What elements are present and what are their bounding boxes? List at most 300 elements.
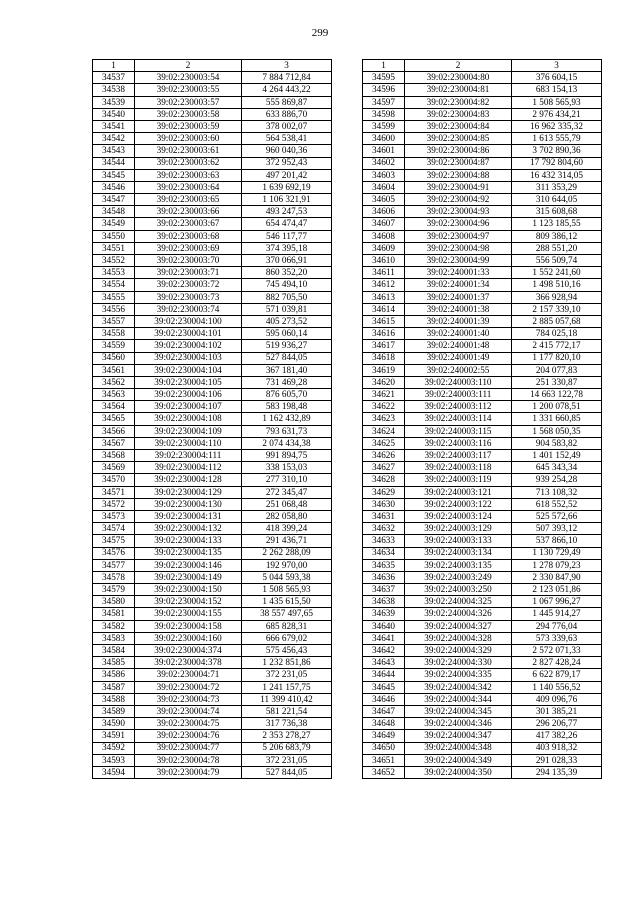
table-row	[363, 279, 602, 291]
row-number-cell: 34630	[363, 498, 405, 510]
row-number-cell: 34642	[363, 645, 405, 657]
value-cell: 2 415 772,17	[512, 340, 602, 352]
row-number-cell: 34625	[363, 437, 405, 449]
cadastral-number-cell: 39:02:230003:67	[135, 218, 242, 230]
table-row	[93, 730, 332, 742]
value-cell: 1 278 079,23	[512, 559, 602, 571]
cadastral-number-cell: 39:02:230004:100	[135, 315, 242, 327]
table-row	[363, 450, 602, 462]
table-row	[93, 364, 332, 376]
row-number-cell: 34587	[93, 681, 135, 693]
table-row	[363, 328, 602, 340]
cadastral-number-cell: 39:02:230004:79	[135, 766, 242, 778]
cadastral-number-cell: 39:02:230004:71	[135, 669, 242, 681]
cadastral-number-cell: 39:02:230003:63	[135, 169, 242, 181]
cadastral-number-cell: 39:02:230004:112	[135, 462, 242, 474]
cadastral-number-cell: 39:02:240003:122	[405, 498, 512, 510]
value-cell: 645 343,34	[512, 462, 602, 474]
row-number-cell: 34584	[93, 645, 135, 657]
cadastral-number-cell: 39:02:230004:88	[405, 169, 512, 181]
cadastral-number-cell: 39:02:230003:65	[135, 194, 242, 206]
table-row	[93, 218, 332, 230]
cadastral-number-cell: 39:02:230004:149	[135, 571, 242, 583]
value-cell: 291 436,71	[242, 535, 332, 547]
value-cell: 583 198,48	[242, 401, 332, 413]
table-row	[363, 389, 602, 401]
row-number-cell: 34541	[93, 120, 135, 132]
row-number-cell: 34549	[93, 218, 135, 230]
value-cell: 556 509,74	[512, 255, 602, 267]
cadastral-number-cell: 39:02:230004:107	[135, 401, 242, 413]
value-cell: 5 206 683,79	[242, 742, 332, 754]
row-number-cell: 34576	[93, 547, 135, 559]
cadastral-number-cell: 39:02:240004:335	[405, 669, 512, 681]
row-number-cell: 34546	[93, 181, 135, 193]
table-row	[363, 181, 602, 193]
value-cell: 654 474,47	[242, 218, 332, 230]
value-cell: 301 385,21	[512, 705, 602, 717]
value-cell: 16 962 335,32	[512, 120, 602, 132]
value-cell: 2 885 057,68	[512, 315, 602, 327]
value-cell: 315 608,68	[512, 206, 602, 218]
table-row	[363, 620, 602, 632]
cadastral-number-cell: 39:02:230003:55	[135, 84, 242, 96]
value-cell: 294 776,04	[512, 620, 602, 632]
cadastral-number-cell: 39:02:240003:114	[405, 413, 512, 425]
value-cell: 367 181,40	[242, 364, 332, 376]
cadastral-number-cell: 39:02:230004:146	[135, 559, 242, 571]
row-number-cell: 34580	[93, 596, 135, 608]
value-cell: 417 382,26	[512, 730, 602, 742]
value-cell: 618 552,52	[512, 498, 602, 510]
value-cell: 204 077,83	[512, 364, 602, 376]
cadastral-number-cell: 39:02:230004:83	[405, 108, 512, 120]
cadastral-number-cell: 39:02:240004:325	[405, 596, 512, 608]
table-row	[93, 486, 332, 498]
table-row	[93, 693, 332, 705]
value-cell: 573 339,63	[512, 632, 602, 644]
value-cell: 5 044 593,38	[242, 571, 332, 583]
table-row	[93, 450, 332, 462]
value-cell: 793 631,73	[242, 425, 332, 437]
value-cell: 809 386,12	[512, 230, 602, 242]
value-cell: 904 583,82	[512, 437, 602, 449]
table-row	[93, 255, 332, 267]
cadastral-number-cell: 39:02:240003:115	[405, 425, 512, 437]
row-number-cell: 34557	[93, 315, 135, 327]
cadastral-number-cell: 39:02:240004:328	[405, 632, 512, 644]
row-number-cell: 34647	[363, 705, 405, 717]
value-cell: 277 310,10	[242, 474, 332, 486]
value-cell: 366 928,94	[512, 291, 602, 303]
cadastral-number-cell: 39:02:230004:130	[135, 498, 242, 510]
row-number-cell: 34597	[363, 96, 405, 108]
table-row	[363, 718, 602, 730]
table-row	[363, 681, 602, 693]
table-row	[363, 230, 602, 242]
value-cell: 311 353,29	[512, 181, 602, 193]
table-row	[93, 437, 332, 449]
cadastral-number-cell: 39:02:230003:66	[135, 206, 242, 218]
table-row	[363, 352, 602, 364]
value-cell: 1 177 820,10	[512, 352, 602, 364]
row-number-cell: 34537	[93, 72, 135, 84]
table-row	[363, 120, 602, 132]
table-row	[363, 96, 602, 108]
table-row	[363, 596, 602, 608]
table-row	[93, 523, 332, 535]
value-cell: 288 551,20	[512, 242, 602, 254]
row-number-cell: 34601	[363, 145, 405, 157]
table-row	[363, 340, 602, 352]
table-row	[363, 315, 602, 327]
value-cell: 537 866,10	[512, 535, 602, 547]
cadastral-number-cell: 39:02:230004:75	[135, 718, 242, 730]
table-row	[93, 510, 332, 522]
row-number-cell: 34620	[363, 376, 405, 388]
value-cell: 571 039,81	[242, 303, 332, 315]
cadastral-number-cell: 39:02:230004:74	[135, 705, 242, 717]
table-row	[93, 705, 332, 717]
value-cell: 272 345,47	[242, 486, 332, 498]
value-cell: 882 705,50	[242, 291, 332, 303]
table-row	[363, 657, 602, 669]
table-row	[93, 352, 332, 364]
cadastral-number-cell: 39:02:230003:73	[135, 291, 242, 303]
cadastral-number-cell: 39:02:230003:59	[135, 120, 242, 132]
cadastral-number-cell: 39:02:230004:128	[135, 474, 242, 486]
value-cell: 960 040,36	[242, 145, 332, 157]
cadastral-number-cell: 39:02:230004:111	[135, 450, 242, 462]
value-cell: 525 572,66	[512, 510, 602, 522]
row-number-cell: 34603	[363, 169, 405, 181]
value-cell: 403 918,32	[512, 742, 602, 754]
cadastral-number-cell: 39:02:240004:342	[405, 681, 512, 693]
cadastral-number-cell: 39:02:230004:378	[135, 657, 242, 669]
cadastral-number-cell: 39:02:230004:135	[135, 547, 242, 559]
table-row	[363, 486, 602, 498]
row-number-cell: 34634	[363, 547, 405, 559]
cadastral-number-cell: 39:02:230004:86	[405, 145, 512, 157]
table-row	[93, 425, 332, 437]
value-cell: 372 952,43	[242, 157, 332, 169]
value-cell: 683 154,13	[512, 84, 602, 96]
row-number-cell: 34539	[93, 96, 135, 108]
cadastral-number-cell: 39:02:240004:349	[405, 754, 512, 766]
row-number-cell: 34644	[363, 669, 405, 681]
row-number-cell: 34563	[93, 389, 135, 401]
table-row	[363, 754, 602, 766]
value-cell: 11 399 410,42	[242, 693, 332, 705]
value-cell: 564 538,41	[242, 133, 332, 145]
row-number-cell: 34609	[363, 242, 405, 254]
row-number-cell: 34561	[93, 364, 135, 376]
table-row	[363, 742, 602, 754]
cadastral-number-cell: 39:02:230004:76	[135, 730, 242, 742]
row-number-cell: 34583	[93, 632, 135, 644]
value-cell: 581 221,54	[242, 705, 332, 717]
table-row	[363, 303, 602, 315]
row-number-cell: 34593	[93, 754, 135, 766]
cadastral-number-cell: 39:02:230004:101	[135, 328, 242, 340]
row-number-cell: 34633	[363, 535, 405, 547]
value-cell: 2 157 339,10	[512, 303, 602, 315]
row-number-cell: 34548	[93, 206, 135, 218]
row-number-cell: 34547	[93, 194, 135, 206]
table-row	[93, 169, 332, 181]
value-cell: 1 123 185,55	[512, 218, 602, 230]
value-cell: 1 106 321,91	[242, 194, 332, 206]
table-row	[93, 328, 332, 340]
row-number-cell: 34646	[363, 693, 405, 705]
value-cell: 38 557 497,65	[242, 608, 332, 620]
table-row	[363, 157, 602, 169]
row-number-cell: 34554	[93, 279, 135, 291]
table-row	[363, 474, 602, 486]
table-row	[93, 181, 332, 193]
cadastral-number-cell: 39:02:230004:160	[135, 632, 242, 644]
table-row	[363, 535, 602, 547]
row-number-cell: 34565	[93, 413, 135, 425]
register-table-right	[362, 59, 602, 779]
value-cell: 1 067 996,27	[512, 596, 602, 608]
row-number-cell: 34648	[363, 718, 405, 730]
cadastral-number-cell: 39:02:240001:39	[405, 315, 512, 327]
table-row	[363, 267, 602, 279]
table-row	[93, 84, 332, 96]
row-number-cell: 34631	[363, 510, 405, 522]
table-row	[363, 145, 602, 157]
cadastral-number-cell: 39:02:230004:85	[405, 133, 512, 145]
cadastral-number-cell: 39:02:230004:82	[405, 96, 512, 108]
table-row	[93, 303, 332, 315]
table-row	[93, 194, 332, 206]
value-cell: 527 844,05	[242, 352, 332, 364]
row-number-cell: 34550	[93, 230, 135, 242]
value-cell: 282 058,80	[242, 510, 332, 522]
cadastral-number-cell: 39:02:230004:99	[405, 255, 512, 267]
column-header-cadastral: 2	[405, 60, 512, 72]
row-number-cell: 34616	[363, 328, 405, 340]
value-cell: 1 568 050,35	[512, 425, 602, 437]
table-row	[363, 705, 602, 717]
table-row	[363, 730, 602, 742]
value-cell: 939 254,28	[512, 474, 602, 486]
table-row	[93, 120, 332, 132]
cadastral-number-cell: 39:02:240002:55	[405, 364, 512, 376]
cadastral-number-cell: 39:02:230003:61	[135, 145, 242, 157]
value-cell: 1 331 660,85	[512, 413, 602, 425]
table-row	[93, 645, 332, 657]
value-cell: 418 399,24	[242, 523, 332, 535]
table-row	[93, 766, 332, 778]
table-row	[363, 632, 602, 644]
value-cell: 713 108,32	[512, 486, 602, 498]
row-number-cell: 34540	[93, 108, 135, 120]
cadastral-number-cell: 39:02:230004:104	[135, 364, 242, 376]
table-row	[363, 291, 602, 303]
table-row	[93, 462, 332, 474]
table-row	[363, 425, 602, 437]
value-cell: 2 123 051,86	[512, 584, 602, 596]
value-cell: 1 200 078,51	[512, 401, 602, 413]
table-row	[363, 255, 602, 267]
table-row	[93, 279, 332, 291]
value-cell: 7 884 712,84	[242, 72, 332, 84]
row-number-cell: 34624	[363, 425, 405, 437]
table-row	[93, 267, 332, 279]
cadastral-number-cell: 39:02:230004:77	[135, 742, 242, 754]
cadastral-number-cell: 39:02:240003:116	[405, 437, 512, 449]
row-number-cell: 34595	[363, 72, 405, 84]
table-row	[363, 218, 602, 230]
value-cell: 731 469,28	[242, 376, 332, 388]
cadastral-number-cell: 39:02:230004:105	[135, 376, 242, 388]
row-number-cell: 34552	[93, 255, 135, 267]
value-cell: 4 264 443,22	[242, 84, 332, 96]
row-number-cell: 34575	[93, 535, 135, 547]
row-number-cell: 34637	[363, 584, 405, 596]
value-cell: 372 231,05	[242, 669, 332, 681]
cadastral-number-cell: 39:02:240004:326	[405, 608, 512, 620]
table-row	[93, 742, 332, 754]
table-row	[363, 462, 602, 474]
value-cell: 860 352,20	[242, 267, 332, 279]
row-number-cell: 34629	[363, 486, 405, 498]
table-row	[363, 437, 602, 449]
row-number-cell: 34639	[363, 608, 405, 620]
row-number-cell: 34569	[93, 462, 135, 474]
table-row	[93, 498, 332, 510]
table-row	[363, 584, 602, 596]
table-row	[93, 96, 332, 108]
value-cell: 493 247,53	[242, 206, 332, 218]
table-row	[93, 669, 332, 681]
table-row	[363, 376, 602, 388]
value-cell: 2 330 847,90	[512, 571, 602, 583]
cadastral-number-cell: 39:02:240003:135	[405, 559, 512, 571]
cadastral-number-cell: 39:02:230003:69	[135, 242, 242, 254]
table-row	[93, 72, 332, 84]
value-cell: 378 002,07	[242, 120, 332, 132]
table-header-row	[363, 60, 602, 72]
row-number-cell: 34600	[363, 133, 405, 145]
row-number-cell: 34606	[363, 206, 405, 218]
table-row	[93, 584, 332, 596]
value-cell: 374 395,18	[242, 242, 332, 254]
row-number-cell: 34628	[363, 474, 405, 486]
value-cell: 745 494,10	[242, 279, 332, 291]
value-cell: 370 066,91	[242, 255, 332, 267]
cadastral-number-cell: 39:02:230004:93	[405, 206, 512, 218]
cadastral-number-cell: 39:02:230004:73	[135, 693, 242, 705]
table-row	[93, 596, 332, 608]
row-number-cell: 34623	[363, 413, 405, 425]
row-number-cell: 34585	[93, 657, 135, 669]
value-cell: 376 604,15	[512, 72, 602, 84]
register-table-left	[92, 59, 332, 779]
value-cell: 251 330,87	[512, 376, 602, 388]
cadastral-number-cell: 39:02:230004:108	[135, 413, 242, 425]
row-number-cell: 34571	[93, 486, 135, 498]
value-cell: 1 162 432,89	[242, 413, 332, 425]
cadastral-number-cell: 39:02:230004:152	[135, 596, 242, 608]
table-row	[363, 547, 602, 559]
row-number-cell: 34560	[93, 352, 135, 364]
cadastral-number-cell: 39:02:240004:350	[405, 766, 512, 778]
value-cell: 2 074 434,38	[242, 437, 332, 449]
row-number-cell: 34627	[363, 462, 405, 474]
cadastral-number-cell: 39:02:240003:119	[405, 474, 512, 486]
table-row	[93, 340, 332, 352]
table-row	[363, 108, 602, 120]
cadastral-number-cell: 39:02:230004:102	[135, 340, 242, 352]
row-number-cell: 34555	[93, 291, 135, 303]
table-row	[93, 145, 332, 157]
table-row	[93, 754, 332, 766]
table-row	[93, 535, 332, 547]
value-cell: 1 241 157,75	[242, 681, 332, 693]
row-number-cell: 34594	[93, 766, 135, 778]
row-number-cell: 34542	[93, 133, 135, 145]
row-number-cell: 34632	[363, 523, 405, 535]
cadastral-number-cell: 39:02:240004:346	[405, 718, 512, 730]
row-number-cell: 34588	[93, 693, 135, 705]
cadastral-number-cell: 39:02:240004:347	[405, 730, 512, 742]
cadastral-number-cell: 39:02:230004:129	[135, 486, 242, 498]
cadastral-number-cell: 39:02:230004:132	[135, 523, 242, 535]
value-cell: 317 736,38	[242, 718, 332, 730]
value-cell: 372 231,05	[242, 754, 332, 766]
value-cell: 1 140 556,52	[512, 681, 602, 693]
row-number-cell: 34607	[363, 218, 405, 230]
row-number-cell: 34652	[363, 766, 405, 778]
cadastral-number-cell: 39:02:240004:344	[405, 693, 512, 705]
row-number-cell: 34619	[363, 364, 405, 376]
cadastral-number-cell: 39:02:230004:110	[135, 437, 242, 449]
value-cell: 3 702 890,36	[512, 145, 602, 157]
table-row	[93, 376, 332, 388]
table-row	[363, 401, 602, 413]
row-number-cell: 34579	[93, 584, 135, 596]
cadastral-number-cell: 39:02:230004:92	[405, 194, 512, 206]
value-cell: 192 970,00	[242, 559, 332, 571]
row-number-cell: 34591	[93, 730, 135, 742]
cadastral-number-cell: 39:02:230004:155	[135, 608, 242, 620]
value-cell: 2 572 071,33	[512, 645, 602, 657]
table-row	[363, 194, 602, 206]
table-header-row	[93, 60, 332, 72]
cadastral-number-cell: 39:02:230004:91	[405, 181, 512, 193]
table-row	[363, 413, 602, 425]
cadastral-number-cell: 39:02:240003:112	[405, 401, 512, 413]
value-cell: 251 068,48	[242, 498, 332, 510]
table-row	[93, 389, 332, 401]
row-number-cell: 34592	[93, 742, 135, 754]
page-number: 299	[311, 27, 329, 39]
row-number-cell: 34641	[363, 632, 405, 644]
value-cell: 1 401 152,49	[512, 450, 602, 462]
table-row	[93, 632, 332, 644]
row-number-cell: 34578	[93, 571, 135, 583]
row-number-cell: 34556	[93, 303, 135, 315]
value-cell: 555 869,87	[242, 96, 332, 108]
cadastral-number-cell: 39:02:240004:348	[405, 742, 512, 754]
cadastral-number-cell: 39:02:230004:72	[135, 681, 242, 693]
value-cell: 685 828,31	[242, 620, 332, 632]
row-number-cell: 34577	[93, 559, 135, 571]
table-row	[363, 645, 602, 657]
